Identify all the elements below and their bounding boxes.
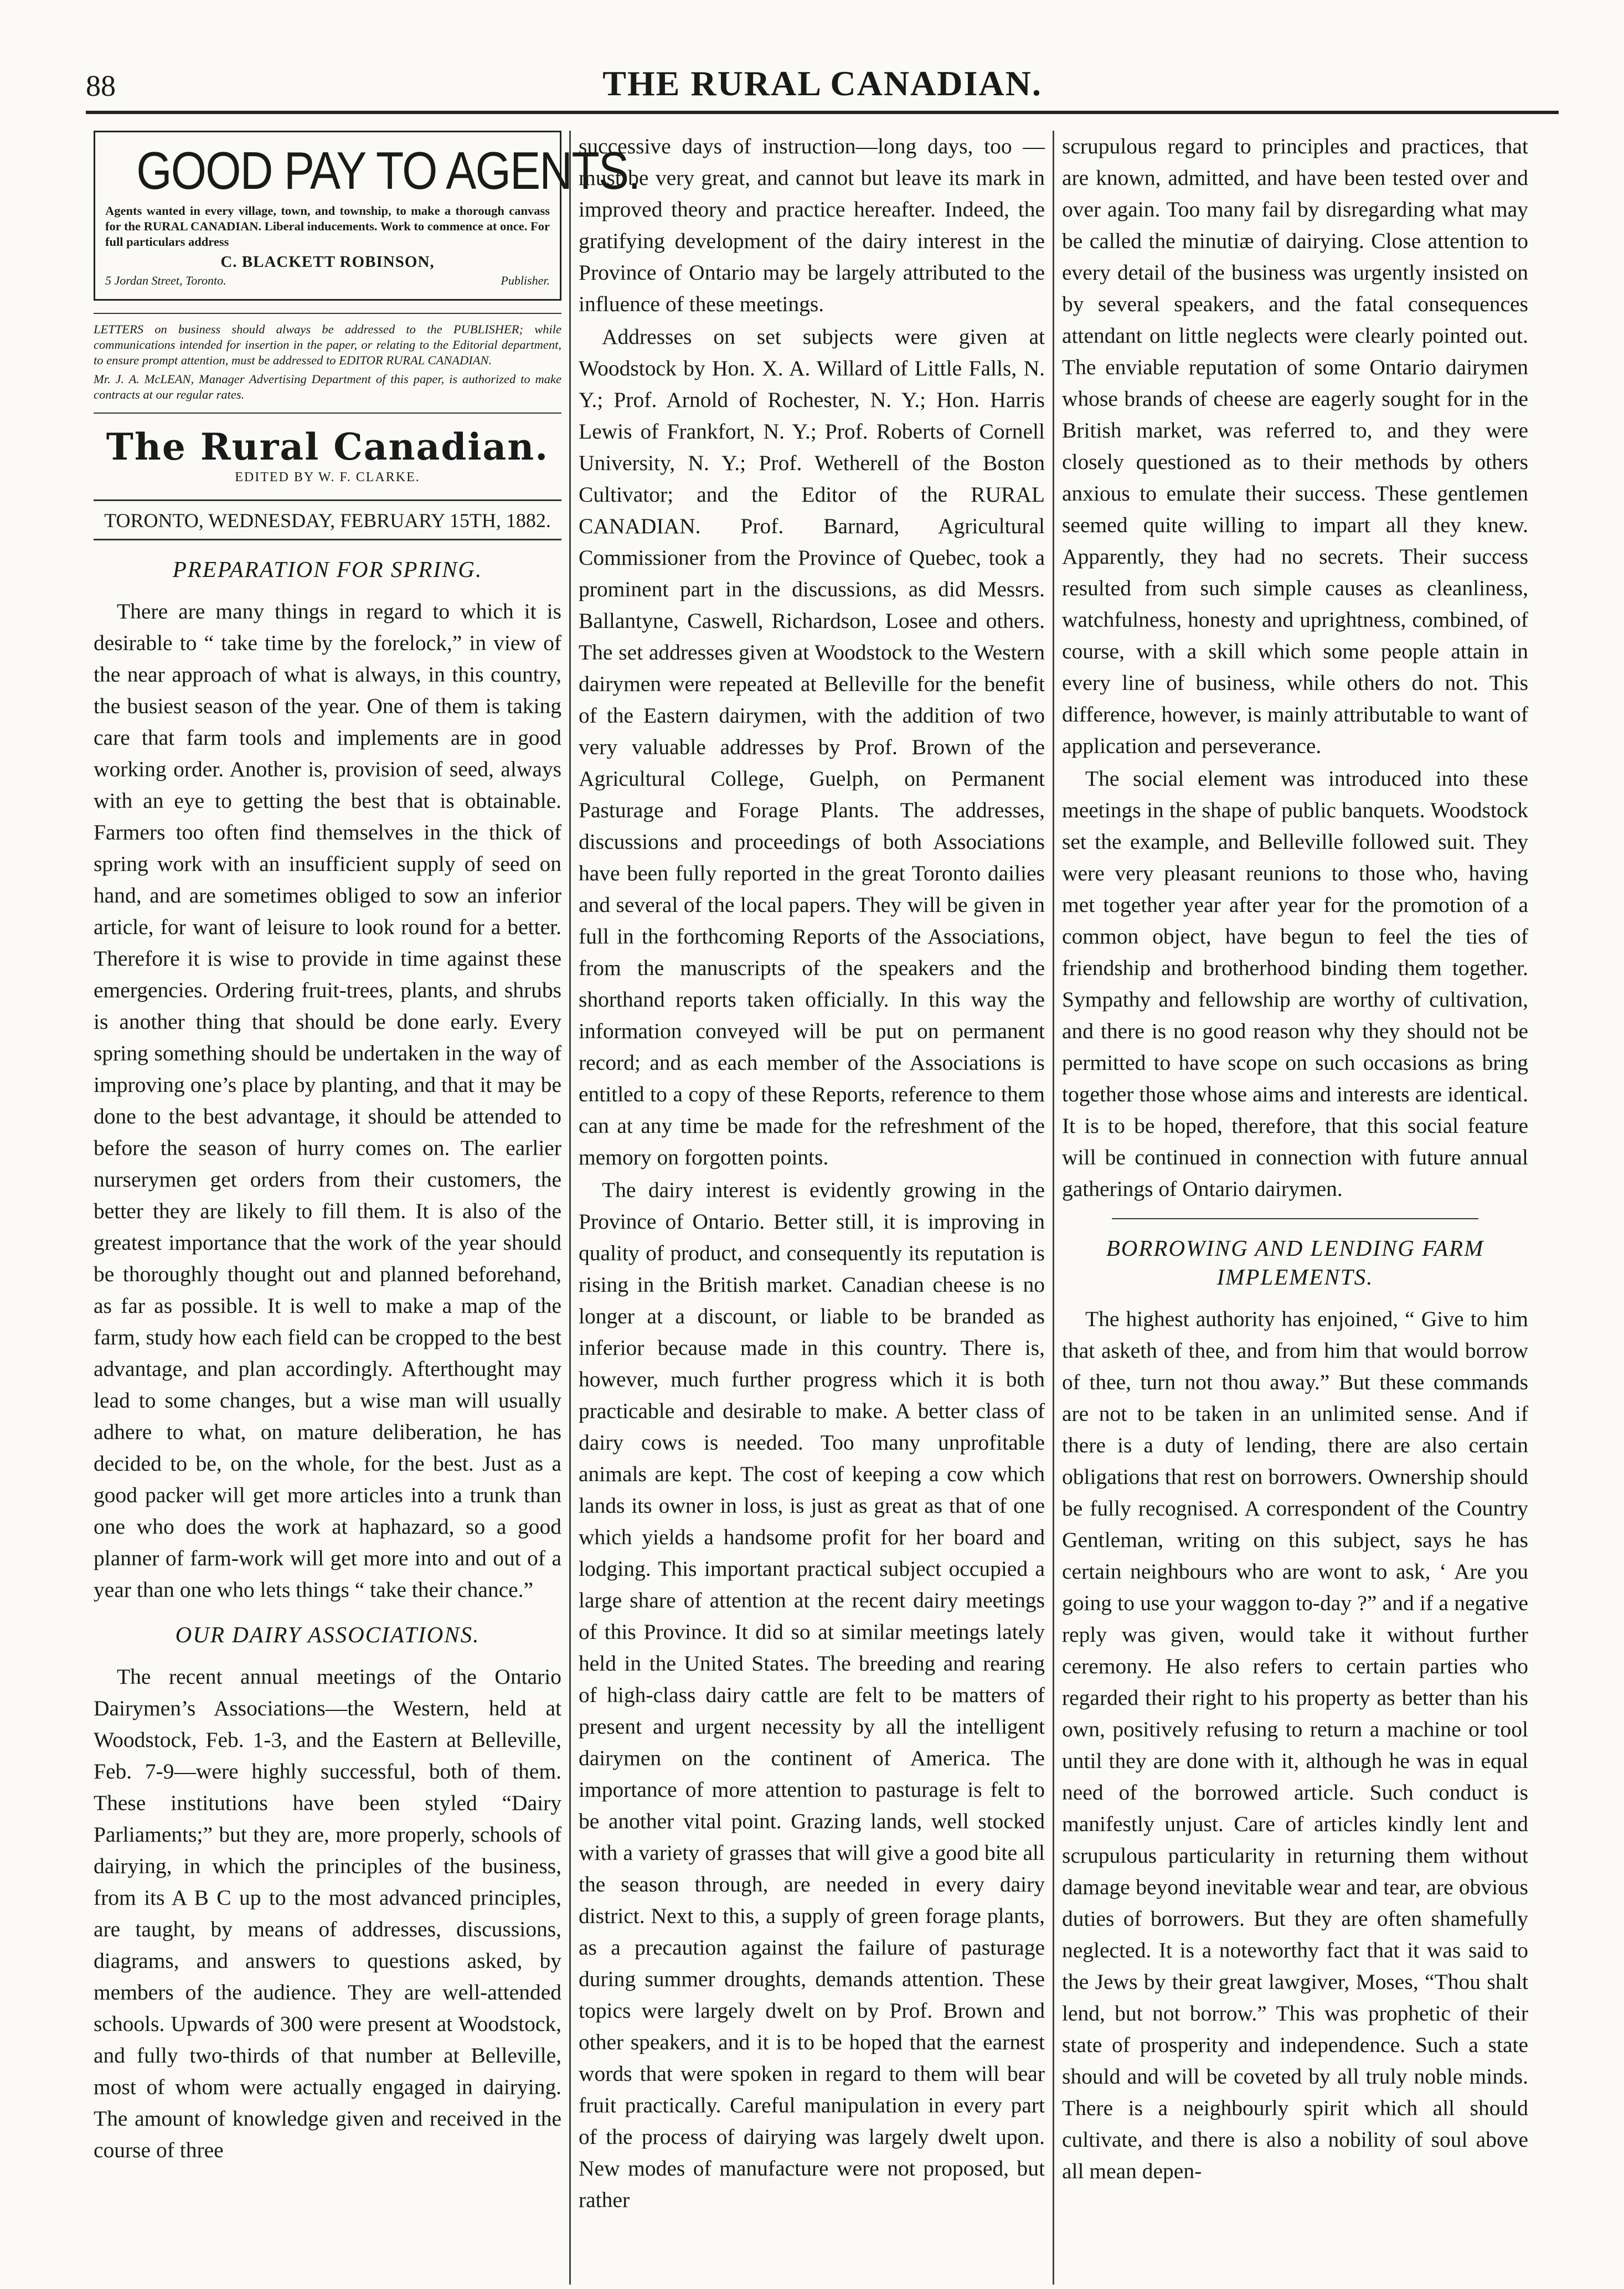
- dairy-paragraph-4: The social element was introduced into these meetings in the shape of public banquets. Woodstock set the example, and Belleville followed suit. They were very pleasant reunions to those who, having met together year after year for the promotion of a common object, have begun to feel the ties of friendship and brotherhood binding them together. Sympathy and fellowship are worthy of cultivation, and there is no good reason why they should not be permitted to have scope on such occasions as bring together those whose aims and interests are identical. It is to be hoped, therefore, that this social feature will be continued in connection with future annual gatherings of Ontario dairymen.: [1062, 766, 1528, 1201]
- advert-role: Publisher.: [501, 274, 550, 287]
- section-divider: [1112, 1218, 1478, 1219]
- column-3: [1053, 131, 1536, 2285]
- running-title: THE RURAL CANADIAN.: [602, 64, 1042, 103]
- dairy-paragraph-3: The dairy interest is evidently growing in the Province of Ontario. Better still, it is improving in quality of product, and consequently its reputation is rising in the British market. Canadian cheese is no longer at a discount, or liable to be branded as inferior because made in this country. There is, however, much further progress which it is both practicable and desirable to make. A better class of dairy cows is needed. Too many unprofitable animals are kept. The cost of keeping a cow which lands its owner in loss, is just as great as that of one which yields a handsome profit for her board and lodging. This important practical subject occupied a large share of attention at the recent dairy meetings of this Province. It did so at similar meetings lately held in the United States. The breeding and rearing of high-class dairy cattle are felt to be matters of present and urgent necessity by all the intelligent dairymen on the continent of America. The importance of more attention to pasturage is felt to be another vital point. Grazing lands, well stocked with a variety of grasses that will give a good bite all the season through, are needed in every dairy district. Next to this, a supply of green forage plants, as a precaution against the failure of pasturage during summer droughts, demands attention. These topics were largely dwelt on by Prof. Brown and other speakers, and it is to be hoped that the earnest words that were spoken in regard to them will bear fruit practically. Careful manipulation in every part of the process of dairying was largely dwelt upon. New modes of manufacture were not proposed, but rather: [579, 1178, 1045, 2212]
- advert-publisher-name: C. BLACKETT ROBINSON,: [220, 253, 435, 271]
- masthead-title: The Rural Canadian.: [106, 425, 549, 468]
- heading-our-dairy-associations: OUR DAIRY ASSOCIATIONS.: [175, 1622, 480, 1647]
- notice-advertising: Mr. J. A. McLEAN, Manager Advertising Department of this paper, is authorized to make contracts at our regular rates.: [94, 372, 561, 401]
- dairy-paragraph-1: The recent annual meetings of the Ontario Dairymen’s Associations—the Western, held at Woodstock, Feb. 1-3, and the Eastern at Belleville, Feb. 7-9—were highly successful, both of them. These institutions have been styled “Dairy Parliaments;” but they are, more properly, schools of dairying, in which the principles of the business, from its A B C up to the most advanced principles, are taught, by means of addresses, discussions, diagrams, and answers to questions asked, by members of the audience. They are well-attended schools. Upwards of 300 were present at Woodstock, and fully two-thirds of that number at Belleville, most of whom were actually engaged in dairying. The amount of knowledge given and received in the course of three: [94, 1664, 561, 2162]
- page-header: [86, 61, 1559, 114]
- columns: [86, 131, 1559, 2285]
- business-notices: [94, 313, 561, 414]
- dairy-paragraph-3-continued: scrupulous regard to principles and practices, that are known, admitted, and have been tested over and over again. Too many fail by disregarding what may be called the minutiæ of dairying. Close attention to every detail of the business was urgently insisted on by several speakers, and the fatal consequences attendant on little neglects were clearly pointed out. The enviable reputation of some Ontario dairymen whose brands of cheese are eagerly sought for in the British market, was referred to, and they were closely questioned as to their methods by others anxious to emulate their success. These gentlemen seemed quite willing to impart all they knew. Apparently, they had no secrets. Their success resulted from such simple causes as cleanliness, watchfulness, honesty and uprightness, combined, of course, with a skill which some people attain in every line of business, while others do not. This difference, however, is mainly attributable to want of application and perseverance.: [1062, 134, 1528, 758]
- advert-title: GOOD PAY TO AGENTS.: [136, 141, 640, 200]
- advert-body: Agents wanted in every village, town, and township, to make a thorough canvass for the RURAL CANADIAN. Liberal inducements. Work to commence at once. For full particulars address: [105, 204, 550, 249]
- spring-paragraph-1: There are many things in regard to which it is desirable to “ take time by the forelock,” in view of the near approach of what is always, in this country, the busiest season of the year. One of them is taking care that farm tools and implements are in good working order. Another is, provision of seed, always with an eye to getting the best that is obtainable. Farmers too often find themselves in the thick of spring work with an insufficient supply of seed on hand, and are sometimes obliged to sow an inferior article, for want of leisure to look round for a better. Therefore it is wise to provide in time against these emergencies. Ordering fruit-trees, plants, and shrubs is another thing that should be done early. Every spring something should be undertaken in the way of improving one’s place by planting, and that it may be done to the best advantage, it should be attended to before the season of hurry comes on. The earlier nurserymen get orders from their customers, the better they are likely to fill them. It is also of the greatest importance that the work of the year should be thoroughly thought out and planned beforehand, as far as possible. It is well to make a map of the farm, study how each field can be cropped to the best advantage, and plan accordingly. Afterthought may lead to some changes, but a wise man will usually adhere to what, on mature deliberation, he has decided to be, on the whole, for the best. Just as a good packer will get more articles into a trunk than one who does the work at haphazard, so a good planner of farm-work will get more into and out of a year than one who lets things “ take their chance.”: [94, 599, 561, 1602]
- heading-borrowing-and-lending: BORROWING AND LENDING FARM IMPLEMENTS.: [1106, 1235, 1484, 1290]
- advert-footer: [105, 274, 550, 288]
- page-number: 88: [86, 69, 116, 102]
- notice-letters: LETTERS on business should always be addressed to the PUBLISHER; while communications intended for insertion in the paper, or relating to the Editorial department, to ensure prompt attention, must be addressed to EDITOR RURAL CANADIAN.: [94, 322, 561, 367]
- dairy-paragraph-2: Addresses on set subjects were given at Woodstock by Hon. X. A. Willard of Little Falls, N. Y.; Prof. Arnold of Rochester, N. Y.; Hon. Harris Lewis of Frankfort, N. Y.; Prof. Roberts of Cornell University, N. Y.; Prof. Wetherell of the Boston Cultivator; and the Editor of the RURAL CANADIAN. Prof. Barnard, Agricultural Commissioner from the Province of Quebec, took a prominent part in the discussions, as did Messrs. Ballantyne, Caswell, Richardson, Losee and others. The set addresses given at Woodstock to the Western dairymen were repeated at Belleville for the benefit of the Eastern dairymen, with the addition of two very valuable addresses by Prof. Brown of the Agricultural College, Guelph, on Permanent Pasturage and Forage Plants. The addresses, discussions and proceedings of both Associations have been fully reported in the great Toronto dailies and several of the local papers. They will be given in full in the forthcoming Reports of the Associations, from the manuscripts of the speakers and the shorthand reports taken officially. In this way the information conveyed will be put on permanent record; and as each member of the Associations is entitled to a copy of these Reports, reference to them can at any time be made for the refreshment of the memory on forgotten points.: [579, 324, 1045, 1169]
- advert-address: 5 Jordan Street, Toronto.: [105, 274, 226, 287]
- column-2: [569, 131, 1053, 2285]
- borrowing-paragraph-1: The highest authority has enjoined, “ Give to him that asketh of thee, and from him that would borrow of thee, turn not thou away.” But these commands are not to be taken in an unlimited sense. And if there is a duty of lending, there are also certain obligations that rest on borrowers. Ownership should be fully recognised. A correspondent of the Country Gentleman, writing on this subject, says he has certain neighbours who are wont to ask, ‘ Are you going to use your waggon to-day ?” and if a negative reply was given, would take it without further ceremony. He also refers to certain parties who regarded their right to his property as better than his own, positively refusing to return a machine or tool until they are done with it, although he was in equal need of the borrowed article. Such conduct is manifestly unjust. Care of articles kindly lent and scrupulous particularity in returning them without damage beyond inevitable wear and tear, are obvious duties of borrowers. But they are often shamefully neglected. It is a noteworthy fact that it was said to the Jews by their great lawgiver, Moses, “Thou shalt lend, but not borrow.” This was prophetic of their state of prosperity and independence. Such a state should and will be coveted by all truly noble minds. There is a neighbourly spirit which all should cultivate, and there is also a nobility of soul above all mean depen-: [1062, 1307, 1528, 2183]
- heading-preparation-for-spring: PREPARATION FOR SPRING.: [172, 556, 483, 582]
- dairy-paragraph-1-continued: successive days of instruction—long days, too —must be very great, and cannot but leave its mark in improved theory and practice hereafter. Indeed, the gratifying development of the dairy interest in the Province of Ontario may be largely attributed to the influence of these meetings.: [579, 134, 1045, 316]
- masthead-editor: EDITED BY W. F. CLARKE.: [235, 470, 420, 484]
- agents-advert: [94, 131, 640, 301]
- column-1: [86, 131, 640, 2285]
- dateline: TORONTO, WEDNESDAY, FEBRUARY 15TH, 1882.: [94, 499, 561, 540]
